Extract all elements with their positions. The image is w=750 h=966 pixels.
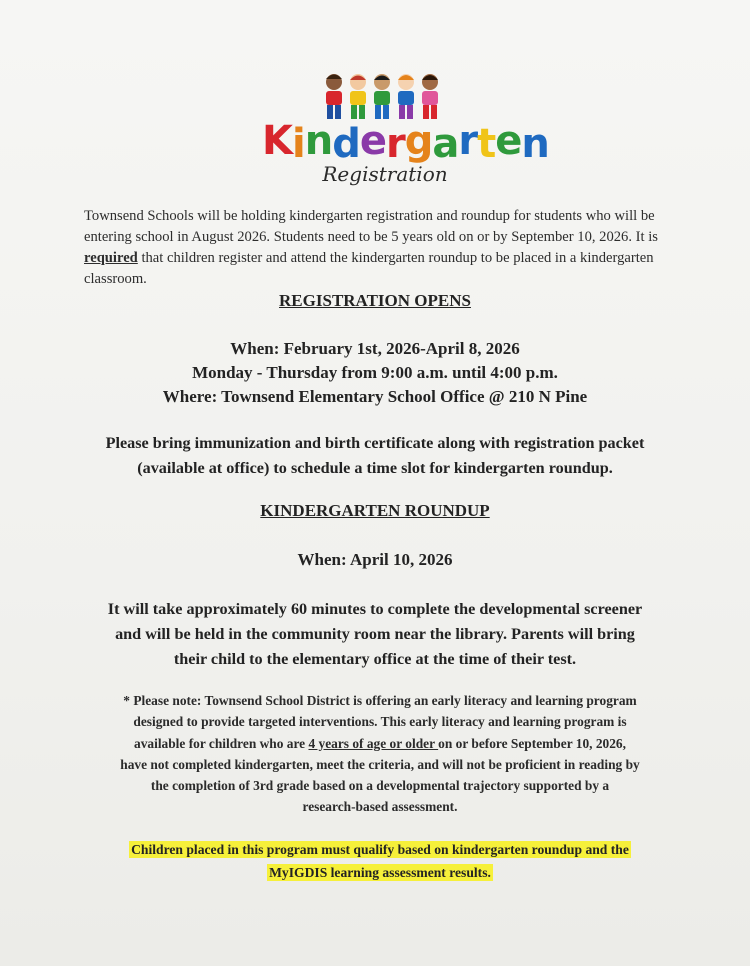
note-line-2: designed to provide targeted interventions. This early literacy and learning program is — [133, 714, 627, 730]
kindergarten-logo — [250, 70, 549, 195]
highlight-line-1: Children placed in this program must qualify based on kindergarten roundup and the — [131, 842, 629, 857]
program-note — [80, 690, 680, 818]
logo-letter: K — [262, 118, 292, 164]
roundup-heading: KINDERGARTEN ROUNDUP — [260, 501, 490, 520]
logo-wordmark — [262, 118, 549, 167]
logo-letter: i — [292, 121, 305, 167]
children-icon — [322, 70, 442, 122]
roundup-desc-3: their child to the elementary office at the time of their test. — [173, 650, 577, 668]
note-line-3 — [80, 733, 680, 754]
logo-letter: n — [304, 118, 333, 164]
note-line-5: the completion of 3rd grade based on a developmental trajectory supported by a — [150, 778, 610, 794]
registration-bring-1: Please bring immunization and birth certificate along with registration packet — [105, 434, 645, 452]
logo-letter: n — [521, 121, 549, 167]
note-age-emphasis: 4 years of age or older — [308, 735, 439, 751]
roundup-when: When: April 10, 2026 — [297, 550, 453, 569]
note-line-3-post: on or before September 10, 2026, — [438, 735, 626, 751]
note-line-6: research-based assessment. — [302, 799, 458, 815]
registration-where: Where: Townsend Elementary School Office @ 210 N Pine — [162, 387, 588, 406]
intro-text-2: that children register and attend the kindergarten roundup to be placed in a kindergarten classroom. — [84, 250, 654, 287]
registration-hours: Monday - Thursday from 9:00 a.m. until 4:00 p.m. — [192, 363, 558, 382]
logo-letter: e — [495, 118, 522, 164]
highlight-line-2: MyIGDIS learning assessment results. — [269, 865, 491, 880]
registration-bring-2: (available at office) to schedule a time slot for kindergarten roundup. — [137, 459, 613, 477]
registration-heading: REGISTRATION OPENS — [279, 291, 471, 310]
logo-letter: g — [404, 118, 433, 164]
logo-letter: a — [432, 121, 459, 167]
note-line-1: * Please note: Townsend School District is offering an early literacy and learning program — [123, 693, 637, 708]
roundup-desc-1: It will take approximately 60 minutes to complete the developmental screener — [107, 600, 643, 618]
intro-paragraph — [84, 206, 684, 290]
logo-letter: r — [385, 121, 405, 167]
intro-text-1: Townsend Schools will be holding kindergarten registration and roundup for students who will be entering school in August 2026. Students need to be 5 years old on or by September 10, 2026. It is — [84, 208, 658, 245]
logo-subtitle: Registration — [322, 162, 448, 186]
highlighted-requirement — [90, 838, 670, 884]
logo-letter: r — [458, 118, 478, 164]
logo-letter: t — [477, 121, 496, 167]
required-emphasis: required — [84, 250, 138, 266]
logo-letter: e — [359, 118, 386, 164]
logo-letter: d — [332, 121, 360, 167]
note-line-3-pre: available for children who are — [134, 735, 309, 751]
roundup-desc-2: and will be held in the community room near the library. Parents will bring — [115, 625, 635, 643]
registration-when: When: February 1st, 2026-April 8, 2026 — [230, 339, 520, 358]
note-line-4: have not completed kindergarten, meet the criteria, and will not be proficient in reading by — [120, 756, 640, 772]
